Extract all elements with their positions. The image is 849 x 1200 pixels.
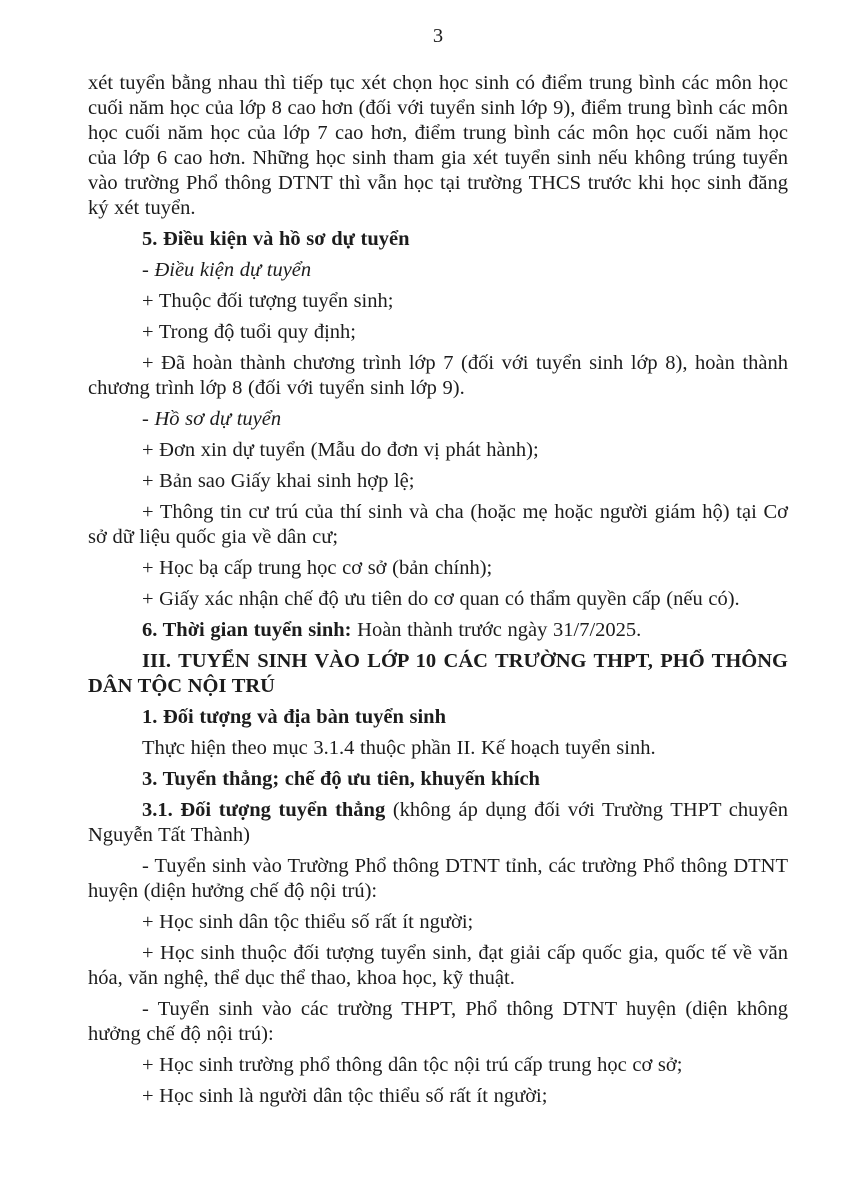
text-run: Hoàn thành trước ngày 31/7/2025. <box>351 619 642 641</box>
section-heading-1 <box>88 705 788 730</box>
list-item <box>88 1084 788 1109</box>
subheading-dieu-kien-du-tuyen <box>88 258 788 283</box>
text-run: (không áp dụng đối với Trường THPT chuyên Nguyễn Tất Thành) <box>88 799 788 846</box>
text-run: + Trong độ tuổi quy định; <box>142 321 356 343</box>
text-run: + Học sinh thuộc đối tượng tuyển sinh, đạt giải cấp quốc gia, quốc tế về văn hóa, văn nghệ, thể dục thể thao, khoa học, kỹ thuật. <box>88 942 788 989</box>
text-run: 3.1. Đối tượng tuyển thẳng <box>142 799 386 821</box>
text-run: + Đơn xin dự tuyển (Mẫu do đơn vị phát hành); <box>142 439 539 461</box>
list-item <box>88 438 788 463</box>
text-run: + Học bạ cấp trung học cơ sở (bản chính); <box>142 557 493 579</box>
document-content <box>88 71 788 1115</box>
text-run: xét tuyển bằng nhau thì tiếp tục xét chọn học sinh có điểm trung bình các môn học cuối năm học của lớp 8 cao hơn (đối với tuyển sinh lớp 9), điểm trung bình các môn học cuối năm học của lớp 7 cao hơn, điểm trung bình các môn học cuối năm học của lớp 6 cao hơn. Những học sinh tham gia xét tuyển sinh nếu không trúng tuyển vào trường Phổ thông DTNT thì vẫn học tại trường THCS trước khi học sinh đăng ký xét tuyển. <box>88 72 788 219</box>
text-run: + Thuộc đối tượng tuyển sinh; <box>142 290 394 312</box>
text-run: 6. Thời gian tuyển sinh: <box>142 619 352 641</box>
list-item <box>88 556 788 581</box>
list-item <box>88 469 788 494</box>
text-run: + Học sinh là người dân tộc thiểu số rất ít người; <box>142 1085 548 1107</box>
section-heading-3-1 <box>88 798 788 848</box>
section-heading-iii <box>88 649 788 699</box>
text-run: - Điều kiện dự tuyển <box>142 259 312 281</box>
section-heading-3 <box>88 767 788 792</box>
list-item <box>88 289 788 314</box>
list-item <box>88 351 788 401</box>
text-run: Thực hiện theo mục 3.1.4 thuộc phần II. Kế hoạch tuyển sinh. <box>142 737 656 759</box>
list-item <box>88 910 788 935</box>
text-run: + Đã hoàn thành chương trình lớp 7 (đối với tuyển sinh lớp 8), hoàn thành chương trình lớp 8 (đối với tuyển sinh lớp 9). <box>88 352 788 399</box>
text-run: + Học sinh dân tộc thiểu số rất ít người; <box>142 911 474 933</box>
list-item <box>88 500 788 550</box>
text-run: 1. Đối tượng và địa bàn tuyển sinh <box>142 706 446 728</box>
list-item <box>88 1053 788 1078</box>
text-run: + Bản sao Giấy khai sinh hợp lệ; <box>142 470 415 492</box>
text-run: - Hồ sơ dự tuyển <box>142 408 282 430</box>
subheading-ho-so-du-tuyen <box>88 407 788 432</box>
list-item <box>88 587 788 612</box>
list-item <box>88 997 788 1047</box>
page-number: 3 <box>432 25 444 47</box>
body-paragraph-continuation <box>88 71 788 221</box>
list-item <box>88 941 788 991</box>
text-run: + Học sinh trường phổ thông dân tộc nội trú cấp trung học cơ sở; <box>142 1054 683 1076</box>
list-item <box>88 320 788 345</box>
text-run: + Giấy xác nhận chế độ ưu tiên do cơ quan có thẩm quyền cấp (nếu có). <box>142 588 740 610</box>
text-run: + Thông tin cư trú của thí sinh và cha (hoặc mẹ hoặc người giám hộ) tại Cơ sở dữ liệu quốc gia về dân cư; <box>88 501 788 548</box>
section-heading-6 <box>88 618 788 643</box>
text-run: 3. Tuyển thẳng; chế độ ưu tiên, khuyến khích <box>142 768 540 790</box>
text-run: - Tuyển sinh vào các trường THPT, Phổ thông DTNT huyện (diện không hưởng chế độ nội trú): <box>88 998 788 1045</box>
list-item <box>88 854 788 904</box>
text-run: - Tuyển sinh vào Trường Phổ thông DTNT tỉnh, các trường Phổ thông DTNT huyện (diện hưởng chế độ nội trú): <box>88 855 788 902</box>
text-run: III. TUYỂN SINH VÀO LỚP 10 CÁC TRƯỜNG THPT, PHỔ THÔNG DÂN TỘC NỘI TRÚ <box>88 650 788 697</box>
body-paragraph <box>88 736 788 761</box>
section-heading-5 <box>88 227 788 252</box>
text-run: 5. Điều kiện và hồ sơ dự tuyển <box>142 228 410 250</box>
